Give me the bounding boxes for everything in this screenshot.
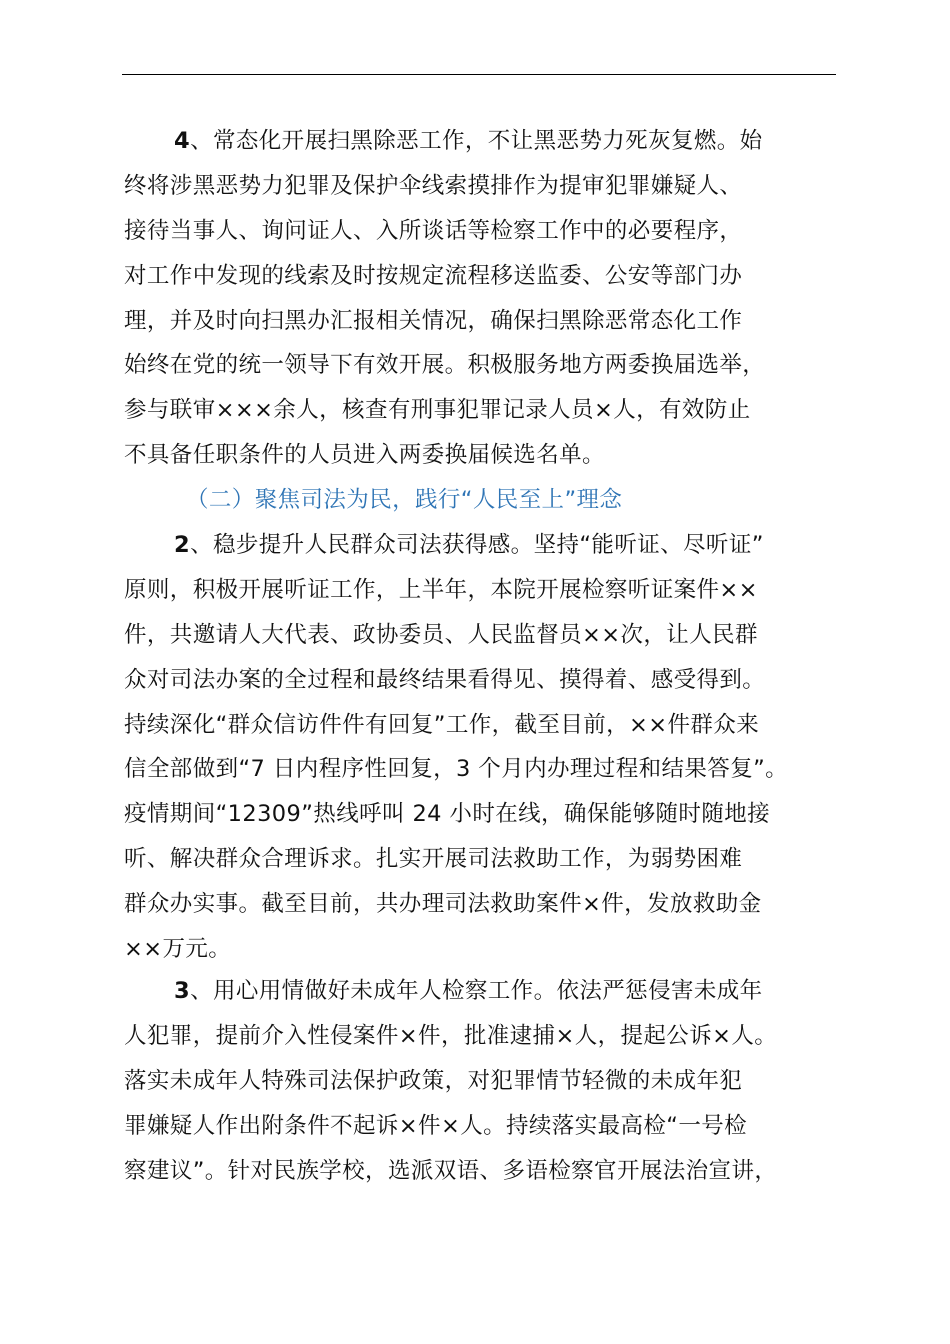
text-line: 落实未成年人特殊司法保护政策，对犯罪情节轻微的未成年犯 [124, 1067, 743, 1094]
section-heading-text: （二）聚焦司法为民，践行“人民至上”理念 [186, 487, 623, 513]
text-line: 始终在党的统一领导下有效开展。积极服务地方两委换届选举， [124, 352, 766, 379]
text-line: 、稳步提升人民群众司法获得感。坚持“能听证、尽听证” [190, 532, 764, 558]
text-line: 、常态化开展扫黑除恶工作，不让黑恶势力死灰复燃。始 [190, 128, 763, 154]
text-line: 参与联审×××余人，核查有刑事犯罪记录人员×人，有效防止 [124, 397, 751, 424]
text-line: 对工作中发现的线索及时按规定流程移送监委、公安等部门办 [124, 262, 743, 289]
section-2-paragraph [124, 523, 852, 972]
section-4-paragraph [124, 119, 852, 478]
text-line: 听、解决群众合理诉求。扎实开展司法救助工作，为弱势困难 [124, 846, 743, 873]
text-line: 人犯罪，提前介入性侵案件×件，批准逮捕×人，提起公诉×人。 [124, 1022, 778, 1049]
text-line: 接待当事人、询问证人、入所谈话等检察工作中的必要程序， [124, 217, 743, 244]
text-line: 疫情期间“12309”热线呼叫 24 小时在线，确保能够随时随地接 [124, 801, 771, 828]
text-line: 件，共邀请人大代表、政协委员、人民监督员××次，让人民群 [124, 621, 758, 648]
text-line: 理，并及时向扫黑办汇报相关情况，确保扫黑除恶常态化工作 [124, 307, 743, 334]
text-line: 众对司法办案的全过程和最终结果看得见、摸得着、感受得到。 [124, 666, 766, 693]
text-line: 持续深化“群众信访件件有回复”工作，截至目前，××件群众来 [124, 711, 760, 738]
text-line: 群众办实事。截至目前，共办理司法救助案件×件，发放救助金 [124, 891, 762, 918]
text-line: 察建议”。针对民族学校，选派双语、多语检察官开展法治宣讲， [124, 1157, 778, 1184]
text-line: 信全部做到“7 日内程序性回复，3 个月内办理过程和结果答复”。 [124, 756, 789, 783]
section-2-number: 2 [174, 532, 191, 558]
text-line: 原则，积极开展听证工作，上半年，本院开展检察听证案件×× [124, 576, 758, 603]
section-4-number: 4 [174, 128, 191, 154]
section-heading [124, 478, 852, 523]
text-line: 终将涉黑恶势力犯罪及保护伞线索摸排作为提审犯罪嫌疑人、 [124, 172, 743, 199]
text-line: 罪嫌疑人作出附条件不起诉×件×人。持续落实最高检“一号检 [124, 1112, 748, 1139]
section-3-paragraph [124, 969, 852, 1193]
section-3-number: 3 [174, 978, 191, 1004]
text-line: 不具备任职条件的人员进入两委换届候选名单。 [124, 442, 605, 469]
header-rule [122, 74, 836, 75]
text-line: 、用心用情做好未成年人检察工作。依法严惩侵害未成年 [190, 978, 763, 1004]
text-line: ××万元。 [124, 936, 232, 963]
